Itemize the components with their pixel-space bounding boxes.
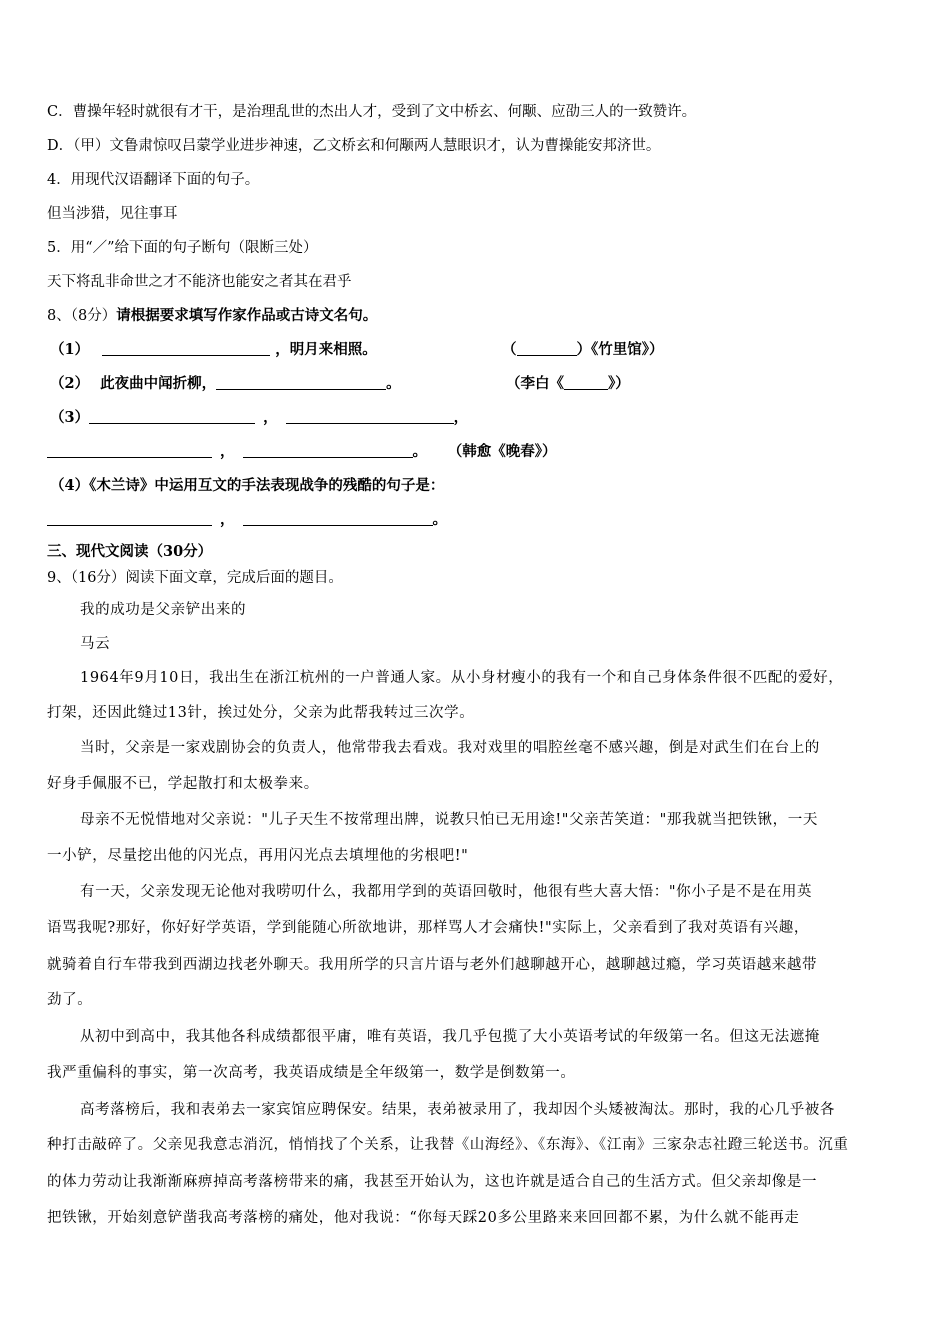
article-line: 把铁锹，开始刻意铲凿我高考落榜的痛处，他对我说：“你每天踩20多公里路来来回回都不累，为什么就不能再走 bbox=[47, 1210, 800, 1226]
q8-item-1 bbox=[50, 340, 377, 360]
period: 。 bbox=[412, 443, 427, 460]
article-line: 就骑着自行车带我到西湖边找老外聊天。我用所学的只言片语与老外们越聊越开心，越聊越过瘾，学习英语越来越带 bbox=[47, 957, 818, 973]
section-title: 三、现代文阅读（30分） bbox=[47, 543, 213, 560]
option-d: D．（甲）文鲁肃惊叹吕蒙学业进步神速，乙文桥玄和何颙两人慧眼识才，认为曹操能安邦济世。 bbox=[47, 138, 661, 154]
answer-blank[interactable] bbox=[243, 442, 413, 458]
article-line: 从初中到高中，我其他各科成绩都很平庸，唯有英语，我几乎包揽了大小英语考试的年级第一名。但这无法遮掩 bbox=[80, 1029, 820, 1045]
article-line: 我严重偏科的事实，第一次高考，我英语成绩是全年级第一，数学是倒数第一。 bbox=[47, 1065, 576, 1081]
article-line: 当时，父亲是一家戏剧协会的负责人，他常带我去看戏。我对戏里的唱腔丝毫不感兴趣，倒是对武生们在台上的 bbox=[80, 740, 820, 756]
period: 。 bbox=[386, 375, 401, 392]
source-close: 》） bbox=[608, 375, 630, 392]
comma: ， bbox=[220, 511, 235, 528]
q8-item-2-text: 此夜曲中闻折柳， bbox=[100, 375, 217, 392]
q8-instruction: 请根据要求填写作家作品或古诗文名句。 bbox=[116, 307, 378, 324]
period: 。 bbox=[432, 511, 447, 528]
q8-item-3-num: （3） bbox=[50, 409, 90, 426]
answer-blank[interactable] bbox=[286, 408, 454, 424]
article-line: 母亲不无悦惜地对父亲说："儿子天生不按常理出牌，说教只怕已无用途!"父亲苦笑道："那我就当把铁锹，一天 bbox=[80, 812, 818, 828]
q8-item-3-source: （韩愈《晚春》） bbox=[455, 443, 557, 460]
comma: ， bbox=[453, 409, 469, 426]
article-line: 劲了。 bbox=[47, 992, 93, 1008]
answer-blank[interactable] bbox=[564, 374, 608, 390]
q8-header bbox=[47, 306, 377, 326]
q8-item-4: （4）《木兰诗》中运用互文的手法表现战争的残酷的句子是： bbox=[50, 477, 445, 494]
source-open: （李白《 bbox=[506, 375, 564, 392]
answer-blank[interactable] bbox=[47, 510, 212, 526]
article-title: 我的成功是父亲铲出来的 bbox=[80, 602, 247, 618]
source-open: （ bbox=[502, 341, 517, 358]
source-close: ）《竹里馆》） bbox=[576, 341, 664, 358]
comma: ， bbox=[220, 443, 235, 460]
q8-number: 8、（8分） bbox=[47, 308, 117, 324]
article-line: 高考落榜后，我和表弟去一家宾馆应聘保安。结果，表弟被录用了，我却因个头矮被淘汰。那时，我的心几乎被各 bbox=[80, 1102, 835, 1118]
answer-blank[interactable] bbox=[102, 340, 270, 356]
q8-item-3-line-1 bbox=[50, 408, 468, 428]
article-line: 打架，还因此缝过13针，挨过处分，父亲为此帮我转过三次学。 bbox=[47, 705, 475, 721]
q4-sentence: 但当涉猎，见往事耳 bbox=[47, 206, 178, 222]
q9-number: 9、（16分） bbox=[47, 570, 126, 586]
article-line: 种打击敲碎了。父亲见我意志消沉，悄悄找了个关系，让我替《山海经》、《东海》、《江南》三家杂志社蹬三轮送书。沉重 bbox=[47, 1137, 849, 1153]
q8-item-2-source bbox=[506, 374, 630, 394]
answer-blank[interactable] bbox=[517, 340, 577, 356]
answer-blank[interactable] bbox=[47, 442, 212, 458]
q4-prompt: 4．用现代汉语翻译下面的句子。 bbox=[47, 172, 260, 188]
article-author: 马云 bbox=[80, 636, 111, 652]
article-line: 好身手佩服不已，学起散打和太极拳来。 bbox=[47, 776, 319, 792]
q5-sentence: 天下将乱非命世之才不能济也能安之者其在君乎 bbox=[47, 274, 352, 290]
q8-item-1-text: ，明月来相照。 bbox=[275, 341, 377, 358]
q5-prompt: 5．用“／”给下面的句子断句（限断三处） bbox=[47, 240, 318, 256]
q8-item-3-line-2 bbox=[47, 442, 557, 462]
option-c: C．曹操年轻时就很有才干，是治理乱世的杰出人才，受到了文中桥玄、何颙、应劭三人的一致赞许。 bbox=[47, 104, 697, 120]
q9-header bbox=[47, 568, 343, 588]
answer-blank[interactable] bbox=[89, 408, 255, 424]
q9-instruction: 阅读下面文章，完成后面的题目。 bbox=[125, 570, 343, 586]
comma: ， bbox=[263, 409, 278, 426]
article-line: 有一天，父亲发现无论他对我唠叨什么，我都用学到的英语回敬时，他很有些大喜大悟："你小子是不是在用英 bbox=[80, 884, 813, 900]
q8-item-1-num: （1） bbox=[50, 341, 90, 358]
article-line: 语骂我呢?那好，你好好学英语，学到能随心所欲地讲，那样骂人才会痛快!"实际上，父亲看到了我对英语有兴趣， bbox=[47, 920, 809, 936]
article-line: 的体力劳动让我渐渐麻痹掉高考落榜带来的痛，我甚至开始认为，这也许就是适合自己的生活方式。但父亲却像是一 bbox=[47, 1174, 818, 1190]
article-line: 一小铲，尽量挖出他的闪光点，再用闪光点去填埋他的劣根吧!" bbox=[47, 848, 469, 864]
q8-item-2-num: （2） bbox=[50, 375, 90, 392]
q8-item-4-answer bbox=[47, 510, 447, 530]
answer-blank[interactable] bbox=[216, 374, 386, 390]
q8-item-2 bbox=[50, 374, 401, 394]
answer-blank[interactable] bbox=[243, 510, 433, 526]
article-line: 1964年9月10日，我出生在浙江杭州的一户普通人家。从小身材瘦小的我有一个和自己身体条件很不匹配的爱好， bbox=[80, 670, 844, 686]
q8-item-1-source bbox=[502, 340, 664, 360]
